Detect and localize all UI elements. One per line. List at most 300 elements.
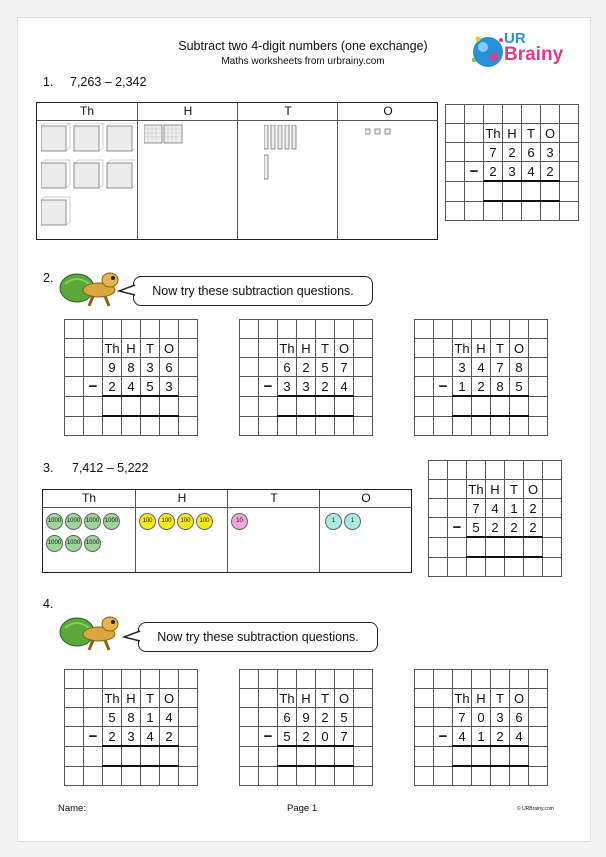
grid-row [415, 396, 548, 416]
grid-cell [503, 201, 522, 221]
grid-cell [65, 746, 84, 766]
thousand-counter: 1000 [46, 535, 63, 552]
subtrahend-digit: 7 [335, 727, 354, 747]
column-header-cell: T [491, 339, 510, 358]
pv-column-h [135, 490, 228, 572]
grid-cell [240, 339, 259, 358]
grid-cell [543, 557, 562, 577]
grid-cell [448, 557, 467, 577]
grid-cell [316, 766, 335, 786]
grid-cell [448, 499, 467, 518]
grid-row [240, 396, 373, 416]
grid-cell [510, 670, 529, 689]
grid-cell [560, 124, 579, 143]
subtrahend-digit: 4 [453, 727, 472, 747]
grid-cell [429, 518, 448, 538]
minus-sign: − [259, 377, 278, 397]
grid-cell [429, 480, 448, 499]
grid-cell [335, 320, 354, 339]
grid-cell [529, 689, 548, 708]
grid-cell [259, 766, 278, 786]
subtrahend-digit: 1 [453, 377, 472, 397]
grid-cell [484, 105, 503, 124]
thousand-counter: 1000 [46, 513, 63, 530]
grid-cell [354, 766, 373, 786]
grid-cell [179, 377, 198, 397]
q4-number: 4. [43, 597, 54, 611]
minuend-digit: 7 [484, 143, 503, 162]
grid-cell [522, 105, 541, 124]
grid-cell [434, 689, 453, 708]
subtrahend-digit: 3 [503, 162, 522, 182]
minuend-digit: 3 [541, 143, 560, 162]
subtrahend-digit: 3 [122, 727, 141, 747]
answer-cell[interactable] [103, 396, 122, 416]
grid-cell [316, 416, 335, 436]
grid-cell [467, 461, 486, 480]
grid-cell [467, 557, 486, 577]
grid-cell [84, 746, 103, 766]
grid-cell [465, 201, 484, 221]
minuend-digit: 6 [278, 358, 297, 377]
grid-cell [415, 339, 434, 358]
subtrahend-digit: 2 [103, 377, 122, 397]
grid-row [415, 416, 548, 436]
grid-cell [543, 461, 562, 480]
grid-row [415, 670, 548, 689]
grid-row [65, 416, 198, 436]
grid-cell [434, 358, 453, 377]
minus-sign: − [84, 727, 103, 747]
grid-cell [560, 201, 579, 221]
minuend-digit: 7 [335, 358, 354, 377]
q1-expression: 7,263 – 2,342 [70, 75, 147, 89]
grid-row [429, 557, 562, 577]
thousand-counter: 1000 [84, 535, 101, 552]
minus-sign: − [434, 377, 453, 397]
pv-column-th [37, 103, 137, 239]
grid-row [240, 670, 373, 689]
grid-cell [65, 670, 84, 689]
grid-row [240, 320, 373, 339]
grid-row [240, 377, 373, 397]
grid-cell [297, 766, 316, 786]
q4-subtraction-grid-2 [239, 669, 373, 786]
grid-cell [529, 670, 548, 689]
grid-row [415, 708, 548, 727]
page-subtitle: Maths worksheets from urbrainy.com [221, 56, 385, 67]
subtrahend-digit: 2 [541, 162, 560, 182]
grid-cell [316, 670, 335, 689]
grid-row [65, 727, 198, 747]
grid-row [415, 339, 548, 358]
column-header-cell: T [141, 339, 160, 358]
minuend-digit: 5 [335, 708, 354, 727]
answer-cell[interactable] [472, 746, 491, 766]
thousand-counters [45, 509, 135, 553]
answer-cell[interactable] [297, 396, 316, 416]
column-header-cell: H [122, 689, 141, 708]
bubble-pointer-icon [117, 283, 137, 297]
grid-cell [179, 708, 198, 727]
subtrahend-digit: 2 [505, 518, 524, 538]
grid-cell [240, 727, 259, 747]
answer-cell[interactable] [122, 746, 141, 766]
thousand-cubes-icon [41, 123, 135, 235]
grid-cell [415, 766, 434, 786]
grid-cell [84, 416, 103, 436]
column-header-cell: T [141, 689, 160, 708]
q2-subtraction-grid-2 [239, 319, 373, 436]
answer-cell[interactable] [278, 746, 297, 766]
grid-cell [465, 181, 484, 201]
grid-cell [503, 105, 522, 124]
grid-cell [434, 708, 453, 727]
grid-cell [486, 461, 505, 480]
grid-cell [543, 480, 562, 499]
minus-sign: − [465, 162, 484, 182]
grid-cell [541, 105, 560, 124]
grid-cell [434, 746, 453, 766]
grid-cell [141, 416, 160, 436]
grid-cell [446, 181, 465, 201]
answer-cell[interactable] [472, 396, 491, 416]
subtrahend-digit: 4 [122, 377, 141, 397]
grid-cell [103, 320, 122, 339]
minuend-digit: 9 [297, 708, 316, 727]
grid-cell [434, 320, 453, 339]
subtrahend-digit: 2 [160, 727, 179, 747]
minuend-digit: 5 [103, 708, 122, 727]
grid-row [65, 746, 198, 766]
grid-cell [491, 416, 510, 436]
grid-cell [472, 670, 491, 689]
grid-cell [354, 727, 373, 747]
pv-column-t [227, 490, 320, 572]
column-header-cell: O [160, 689, 179, 708]
answer-cell[interactable] [522, 181, 541, 201]
grid-cell [491, 670, 510, 689]
grid-cell [453, 670, 472, 689]
answer-cell[interactable] [510, 746, 529, 766]
column-header-cell: Th [454, 340, 470, 356]
minuend-digit: 3 [491, 708, 510, 727]
answer-cell[interactable] [160, 396, 179, 416]
grid-cell [448, 461, 467, 480]
subtrahend-digit: 2 [297, 727, 316, 747]
minuend-digit: 7 [491, 358, 510, 377]
grid-cell [415, 358, 434, 377]
grid-row [446, 162, 579, 182]
pv-column-h [137, 103, 238, 239]
column-header-cell: O [510, 689, 529, 708]
column-header-cell: T [316, 339, 335, 358]
grid-cell [103, 416, 122, 436]
grid-row [240, 708, 373, 727]
minus-sign: − [259, 727, 278, 747]
ten-counter: 10 [231, 513, 248, 530]
grid-cell [505, 461, 524, 480]
answer-cell[interactable] [316, 746, 335, 766]
minuend-digit: 9 [103, 358, 122, 377]
answer-cell[interactable] [453, 746, 472, 766]
grid-cell [122, 416, 141, 436]
column-header-cell: O [541, 124, 560, 143]
minuend-digit: 2 [297, 358, 316, 377]
pv-header: Th [43, 490, 135, 508]
hundred-counters [138, 509, 228, 531]
grid-cell [415, 727, 434, 747]
pv-header: O [338, 103, 438, 121]
hundred-counter: 100 [177, 513, 194, 530]
grid-cell [122, 670, 141, 689]
grid-cell [354, 339, 373, 358]
grid-cell [505, 557, 524, 577]
pv-column-t [237, 103, 338, 239]
answer-cell[interactable] [103, 746, 122, 766]
pv-header: H [136, 490, 228, 508]
grid-cell [240, 320, 259, 339]
minuend-digit: 8 [122, 708, 141, 727]
column-header-cell: Th [485, 125, 501, 141]
answer-cell[interactable] [503, 181, 522, 201]
minuend-digit: 6 [510, 708, 529, 727]
grid-cell [354, 708, 373, 727]
grid-cell [560, 105, 579, 124]
answer-cell[interactable] [541, 181, 560, 201]
answer-cell[interactable] [484, 181, 503, 201]
grid-cell [429, 461, 448, 480]
grid-cell [179, 416, 198, 436]
subtrahend-digit: 2 [103, 727, 122, 747]
grid-cell [446, 201, 465, 221]
grid-cell [415, 670, 434, 689]
grid-row [240, 358, 373, 377]
grid-row [240, 727, 373, 747]
grid-cell [84, 766, 103, 786]
grid-cell [240, 396, 259, 416]
grid-cell [486, 557, 505, 577]
grid-row [446, 143, 579, 162]
grid-cell [297, 416, 316, 436]
answer-cell[interactable] [467, 537, 486, 557]
grid-row [65, 766, 198, 786]
column-header-cell: H [486, 480, 505, 499]
answer-cell[interactable] [160, 746, 179, 766]
grid-cell [240, 377, 259, 397]
grid-cell [415, 689, 434, 708]
grid-cell [472, 320, 491, 339]
subtrahend-digit: 4 [522, 162, 541, 182]
minuend-digit: 8 [122, 358, 141, 377]
answer-cell[interactable] [510, 396, 529, 416]
grid-cell [65, 689, 84, 708]
grid-cell [429, 499, 448, 518]
grid-cell [84, 689, 103, 708]
column-header-cell: T [316, 689, 335, 708]
grid-cell [524, 557, 543, 577]
subtrahend-digit: 3 [297, 377, 316, 397]
page-title: Subtract two 4-digit numbers (one exchange) [178, 39, 428, 53]
subtrahend-digit: 2 [484, 162, 503, 182]
page-number: Page 1 [287, 803, 318, 814]
grid-cell [240, 708, 259, 727]
grid-cell [354, 689, 373, 708]
grid-cell [240, 746, 259, 766]
answer-cell[interactable] [505, 537, 524, 557]
subtrahend-digit: 2 [316, 377, 335, 397]
q3-subtraction-grid [428, 460, 562, 577]
q1-subtraction-grid [445, 104, 579, 221]
hundred-counter: 100 [196, 513, 213, 530]
grid-cell [354, 396, 373, 416]
minus-sign: − [434, 727, 453, 747]
grid-cell [560, 162, 579, 182]
pv-column-o [337, 103, 438, 239]
pv-header: T [238, 103, 338, 121]
grid-row [429, 499, 562, 518]
grid-row [429, 461, 562, 480]
grid-cell [453, 416, 472, 436]
column-header-cell: O [335, 339, 354, 358]
grid-cell [84, 358, 103, 377]
q2-subtraction-grid-1 [64, 319, 198, 436]
column-header-cell: Th [454, 690, 470, 706]
grid-cell [65, 766, 84, 786]
grid-cell [484, 201, 503, 221]
subtrahend-digit: 5 [278, 727, 297, 747]
subtrahend-digit: 2 [524, 518, 543, 538]
grid-cell [240, 689, 259, 708]
thousand-counter: 1000 [65, 535, 82, 552]
grid-cell [103, 670, 122, 689]
grid-row [240, 416, 373, 436]
grid-cell [415, 746, 434, 766]
grid-cell [415, 320, 434, 339]
minuend-digit: 2 [503, 143, 522, 162]
hundred-counter: 100 [158, 513, 175, 530]
answer-cell[interactable] [335, 396, 354, 416]
grid-cell [84, 339, 103, 358]
grid-cell [446, 143, 465, 162]
grid-cell [529, 358, 548, 377]
grid-cell [179, 727, 198, 747]
answer-cell[interactable] [316, 396, 335, 416]
hundred-flats-icon [144, 123, 184, 147]
grid-cell [278, 320, 297, 339]
grid-row [429, 518, 562, 538]
answer-cell[interactable] [141, 746, 160, 766]
grid-cell [65, 708, 84, 727]
ten-counters [230, 509, 320, 531]
answer-cell[interactable] [524, 537, 543, 557]
column-header-cell: O [524, 480, 543, 499]
answer-cell[interactable] [491, 746, 510, 766]
grid-cell [491, 766, 510, 786]
grid-cell [472, 766, 491, 786]
grid-cell [465, 124, 484, 143]
grid-cell [65, 377, 84, 397]
grid-cell [560, 181, 579, 201]
minuend-digit: 1 [505, 499, 524, 518]
answer-cell[interactable] [278, 396, 297, 416]
logo-text-ur: UR [504, 30, 526, 47]
answer-cell[interactable] [491, 396, 510, 416]
answer-cell[interactable] [297, 746, 316, 766]
minuend-digit: 7 [467, 499, 486, 518]
grid-cell [453, 320, 472, 339]
thousand-counter: 1000 [103, 513, 120, 530]
grid-row [415, 766, 548, 786]
answer-cell[interactable] [122, 396, 141, 416]
column-header-cell: H [297, 339, 316, 358]
minuend-digit: 0 [472, 708, 491, 727]
grid-cell [259, 708, 278, 727]
pv-header: H [138, 103, 238, 121]
q3-number: 3. [43, 461, 54, 475]
grid-row [240, 746, 373, 766]
ten-rods-icon [264, 125, 304, 181]
grid-cell [448, 537, 467, 557]
answer-cell[interactable] [141, 396, 160, 416]
grid-cell [278, 670, 297, 689]
grid-row [446, 201, 579, 221]
grid-cell [354, 377, 373, 397]
grid-cell [179, 339, 198, 358]
answer-cell[interactable] [486, 537, 505, 557]
grid-row [240, 339, 373, 358]
grid-row [65, 339, 198, 358]
grid-cell [65, 320, 84, 339]
minuend-digit: 2 [316, 708, 335, 727]
grid-cell [84, 708, 103, 727]
grid-row [415, 377, 548, 397]
grid-cell [524, 461, 543, 480]
grid-cell [335, 766, 354, 786]
minus-sign: − [84, 377, 103, 397]
grid-cell [259, 670, 278, 689]
copyright: © URBrainy.com [517, 806, 554, 812]
grid-cell [510, 416, 529, 436]
grid-cell [160, 670, 179, 689]
q3-place-value-chart [42, 489, 412, 573]
grid-cell [240, 416, 259, 436]
grid-cell [65, 339, 84, 358]
column-header-cell: Th [104, 690, 120, 706]
grid-cell [522, 201, 541, 221]
grid-cell [179, 746, 198, 766]
grid-cell [316, 320, 335, 339]
grid-cell [448, 480, 467, 499]
grid-cell [529, 377, 548, 397]
grid-cell [65, 727, 84, 747]
grid-cell [179, 689, 198, 708]
grid-cell [179, 670, 198, 689]
grid-cell [259, 416, 278, 436]
q4-subtraction-grid-1 [64, 669, 198, 786]
grid-cell [259, 689, 278, 708]
grid-cell [429, 557, 448, 577]
grid-cell [65, 358, 84, 377]
grid-cell [429, 537, 448, 557]
column-header-cell: O [510, 339, 529, 358]
answer-cell[interactable] [453, 396, 472, 416]
grid-row [65, 670, 198, 689]
grid-cell [160, 416, 179, 436]
grid-row [415, 727, 548, 747]
answer-cell[interactable] [335, 746, 354, 766]
grid-cell [415, 416, 434, 436]
